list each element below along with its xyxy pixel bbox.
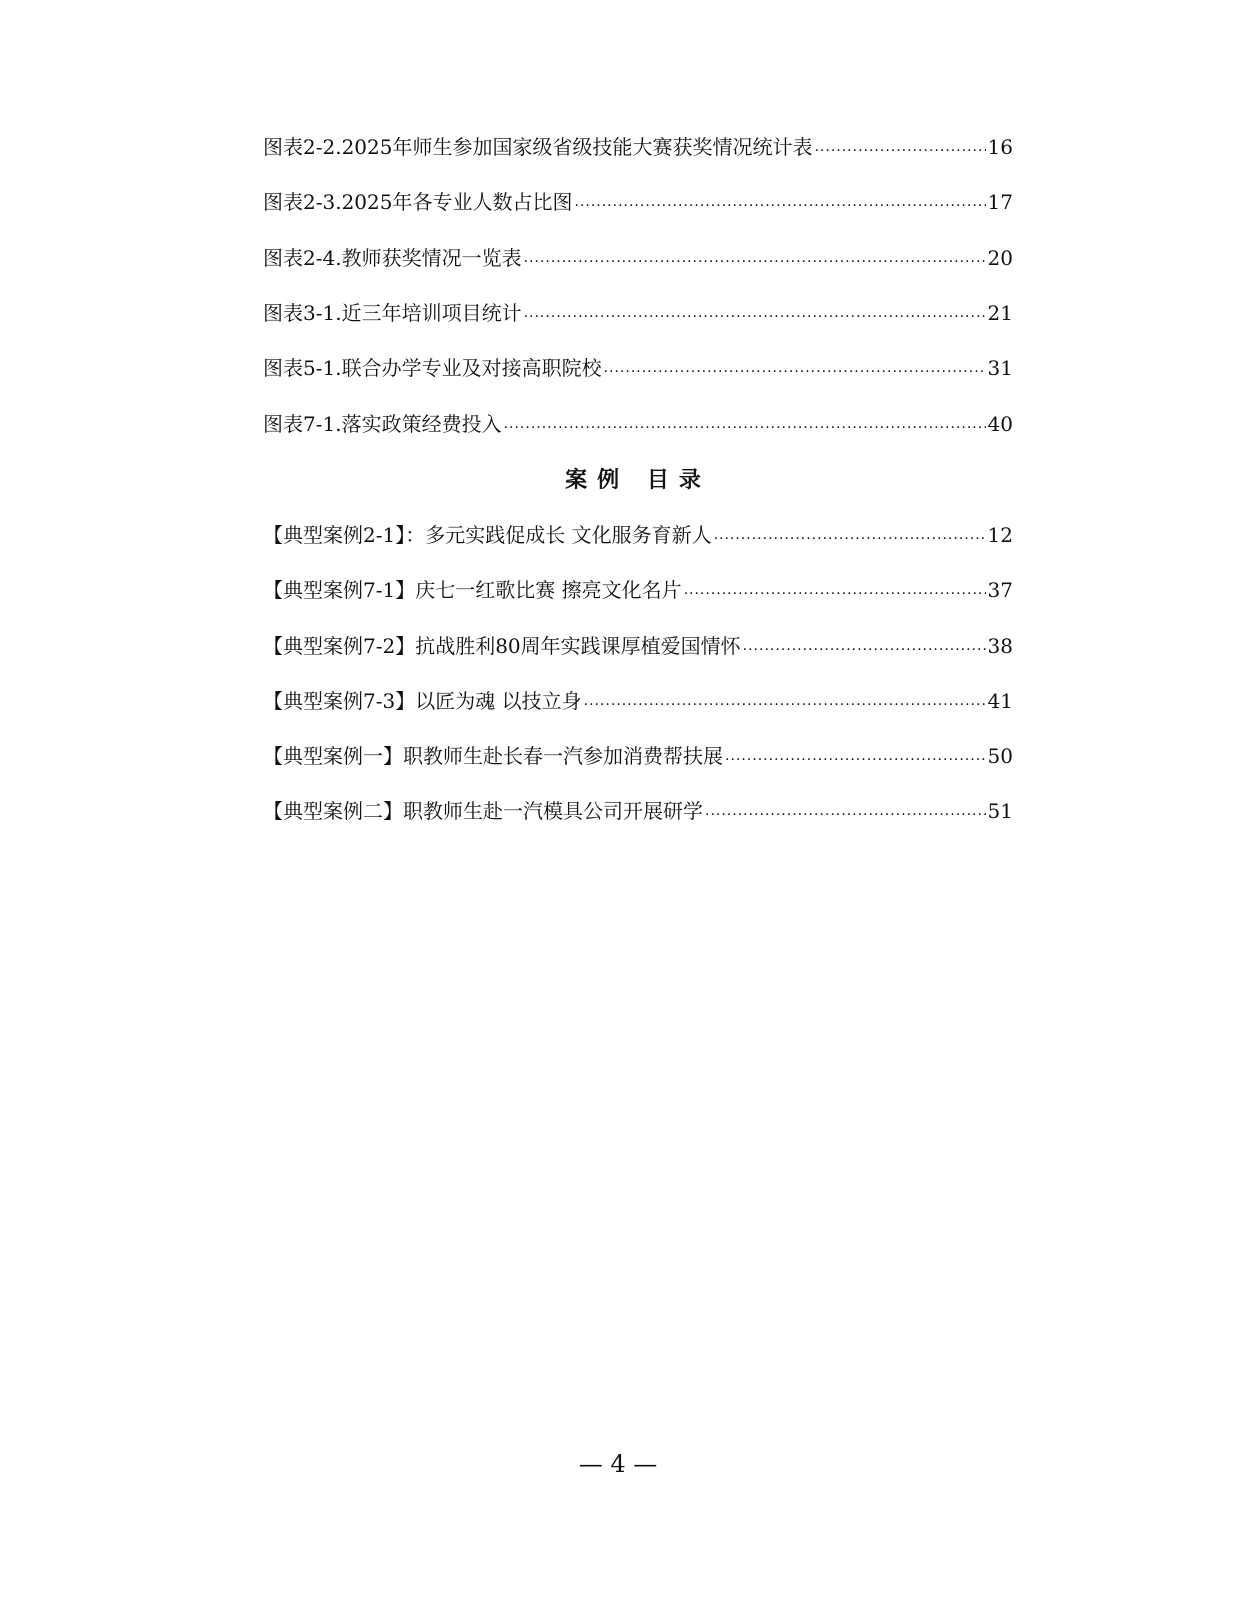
dot-leader xyxy=(714,520,986,550)
entry-title: 【典型案例二】职教师生赴一汽模具公司开展研学 xyxy=(263,799,703,823)
toc-entry[interactable] xyxy=(263,741,1013,771)
dot-leader xyxy=(504,409,986,439)
entry-title: 图表2-2.2025年师生参加国家级省级技能大赛获奖情况统计表 xyxy=(263,135,813,159)
entry-title: 【典型案例7-3】以匠为魂 以技立身 xyxy=(263,689,582,713)
dot-leader xyxy=(604,353,986,383)
toc-entry[interactable] xyxy=(263,353,1013,383)
dot-leader xyxy=(705,796,986,826)
entry-page: 38 xyxy=(987,634,1013,658)
entry-title: 图表3-1.近三年培训项目统计 xyxy=(263,301,522,325)
toc-entry[interactable] xyxy=(263,187,1013,217)
toc-entry[interactable] xyxy=(263,243,1013,273)
entry-title: 【典型案例7-2】抗战胜利80周年实践课厚植爱国情怀 xyxy=(263,634,741,658)
entry-page: 51 xyxy=(987,799,1013,823)
dot-leader xyxy=(574,187,985,217)
entry-page: 12 xyxy=(987,523,1013,547)
toc-entry[interactable] xyxy=(263,409,1013,439)
entry-page: 16 xyxy=(987,135,1013,159)
entry-title: 图表2-4.教师获奖情况一览表 xyxy=(263,246,522,270)
entry-title: 【典型案例一】职教师生赴长春一汽参加消费帮扶展 xyxy=(263,744,723,768)
dot-leader xyxy=(725,741,986,771)
toc-entry[interactable] xyxy=(263,298,1013,328)
dot-leader xyxy=(684,575,986,605)
entry-title: 图表5-1.联合办学专业及对接高职院校 xyxy=(263,356,602,380)
dot-leader xyxy=(743,631,986,661)
toc-entry[interactable] xyxy=(263,796,1013,826)
entry-page: 21 xyxy=(987,301,1013,325)
dot-leader xyxy=(814,132,985,162)
toc-entry[interactable] xyxy=(263,132,1013,162)
toc-entry[interactable] xyxy=(263,631,1013,661)
dot-leader xyxy=(524,243,986,273)
toc-entry[interactable] xyxy=(263,520,1013,550)
entry-page: 40 xyxy=(987,412,1013,436)
cases-heading: 案例 目录 xyxy=(565,468,711,493)
entry-title: 【典型案例7-1】庆七一红歌比赛 擦亮文化名片 xyxy=(263,578,682,602)
entry-page: 20 xyxy=(987,246,1013,270)
entry-title: 图表7-1.落实政策经费投入 xyxy=(263,412,502,436)
toc-entry[interactable] xyxy=(263,686,1013,716)
toc-entry[interactable] xyxy=(263,575,1013,605)
dot-leader xyxy=(524,298,986,328)
entry-page: 50 xyxy=(987,744,1013,768)
entry-page: 17 xyxy=(987,190,1013,214)
entry-page: 41 xyxy=(987,689,1013,713)
entry-page: 37 xyxy=(987,578,1013,602)
entry-title: 图表2-3.2025年各专业人数占比图 xyxy=(263,190,573,214)
entry-title: 【典型案例2-1】：多元实践促成长 文化服务育新人 xyxy=(263,523,712,547)
dot-leader xyxy=(584,686,986,716)
page-number: — 4 — xyxy=(578,1450,658,1478)
entry-page: 31 xyxy=(987,356,1013,380)
